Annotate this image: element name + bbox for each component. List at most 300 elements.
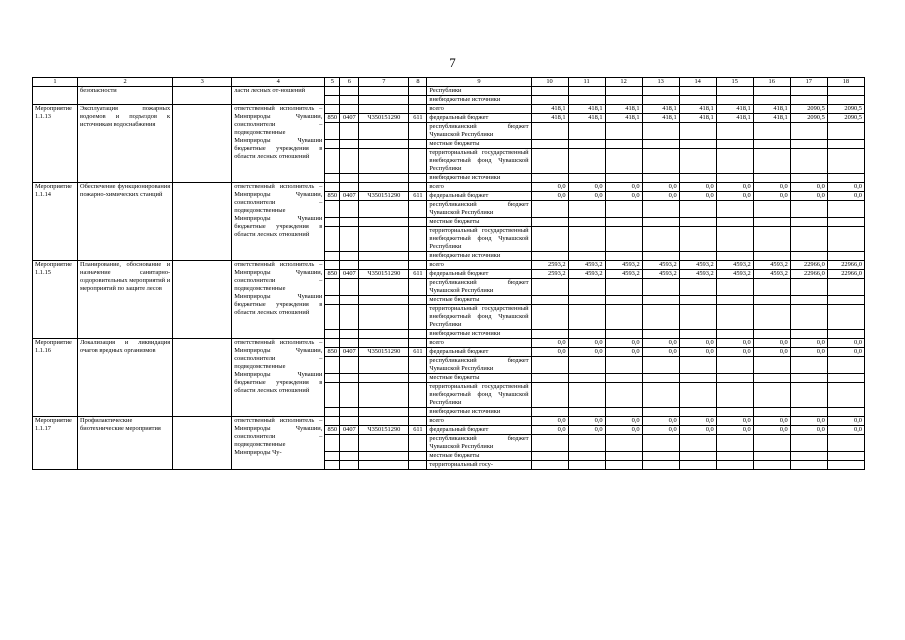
value-cell: 418,1 (716, 114, 753, 123)
value-cell: 2593,2 (531, 261, 568, 270)
code-cell (359, 279, 409, 296)
value-cell (568, 461, 605, 470)
code-cell (359, 218, 409, 227)
value-cell (716, 149, 753, 174)
value-cell (568, 140, 605, 149)
value-cell (642, 218, 679, 227)
value-cell: 0,0 (716, 426, 753, 435)
value-cell (642, 305, 679, 330)
value-cell: 0,0 (753, 339, 790, 348)
goal-cell (173, 339, 232, 417)
code-cell (409, 374, 427, 383)
value-cell: 0,0 (753, 183, 790, 192)
value-cell: 418,1 (568, 105, 605, 114)
source-label: территориальный госу- (427, 461, 531, 470)
value-cell: 0,0 (679, 192, 716, 201)
value-cell: 0,0 (568, 339, 605, 348)
code-cell (325, 140, 340, 149)
header-cell: 18 (827, 78, 864, 87)
value-cell: 0,0 (605, 426, 642, 435)
value-cell (531, 252, 568, 261)
value-cell: 2090,5 (790, 105, 827, 114)
value-cell (679, 357, 716, 374)
value-cell (679, 96, 716, 105)
code-cell (325, 435, 340, 452)
code-cell (359, 252, 409, 261)
value-cell: 4593,2 (716, 270, 753, 279)
code-cell (359, 383, 409, 408)
value-cell: 4593,2 (679, 270, 716, 279)
value-cell: 0,0 (605, 183, 642, 192)
source-label: местные бюджеты (427, 374, 531, 383)
value-cell (642, 461, 679, 470)
code-cell (359, 461, 409, 470)
value-cell (642, 201, 679, 218)
value-cell (790, 383, 827, 408)
responsible-cell: ответственный исполнитель – Минприроды Чувашии, соисполнители – подведомственные Минприроды Чувашии бюджетные учреждения в области лесных отношений (232, 105, 325, 183)
value-cell (642, 174, 679, 183)
code-cell (409, 183, 427, 192)
value-cell (827, 201, 864, 218)
value-cell (790, 330, 827, 339)
value-cell (568, 201, 605, 218)
value-cell (753, 374, 790, 383)
value-cell: 22966,0 (790, 261, 827, 270)
value-cell (827, 140, 864, 149)
code-cell (325, 339, 340, 348)
value-cell (790, 174, 827, 183)
header-cell: 16 (753, 78, 790, 87)
value-cell (827, 374, 864, 383)
source-label: федеральный бюджет (427, 348, 531, 357)
value-cell: 0,0 (827, 339, 864, 348)
value-cell (531, 408, 568, 417)
value-cell (642, 383, 679, 408)
value-cell (827, 383, 864, 408)
value-cell (679, 374, 716, 383)
value-cell (568, 123, 605, 140)
value-cell: 0,0 (790, 426, 827, 435)
code-cell (325, 452, 340, 461)
code-cell (325, 374, 340, 383)
code-cell (409, 261, 427, 270)
value-cell (679, 408, 716, 417)
value-cell: 0,0 (568, 192, 605, 201)
table-row (33, 87, 865, 96)
value-cell (605, 149, 642, 174)
value-cell (827, 174, 864, 183)
header-cell: 5 (325, 78, 340, 87)
code-cell (409, 87, 427, 96)
header-cell: 8 (409, 78, 427, 87)
value-cell (716, 252, 753, 261)
value-cell: 0,0 (827, 426, 864, 435)
measure-cell: Мероприятие 1.1.14 (33, 183, 78, 261)
source-label: внебюджетные источники (427, 174, 531, 183)
value-cell: 0,0 (679, 183, 716, 192)
value-cell: 0,0 (790, 183, 827, 192)
code-cell (325, 357, 340, 374)
code-cell (359, 201, 409, 218)
code-cell (359, 408, 409, 417)
value-cell (753, 123, 790, 140)
value-cell: 2090,5 (827, 114, 864, 123)
source-label: территориальный государственный внебюджетный фонд Чувашской Республики (427, 227, 531, 252)
value-cell (568, 96, 605, 105)
value-cell (827, 227, 864, 252)
value-cell (605, 279, 642, 296)
header-cell: 10 (531, 78, 568, 87)
value-cell (568, 174, 605, 183)
value-cell (531, 218, 568, 227)
code-cell (325, 87, 340, 96)
code-cell (340, 123, 359, 140)
value-cell (568, 149, 605, 174)
value-cell (568, 252, 605, 261)
code-cell (359, 417, 409, 426)
code-cell (340, 174, 359, 183)
budget-code-grbs: 850 (325, 192, 340, 201)
source-label: местные бюджеты (427, 296, 531, 305)
value-cell (605, 140, 642, 149)
value-cell (790, 374, 827, 383)
code-cell (340, 305, 359, 330)
value-cell (716, 279, 753, 296)
value-cell (790, 296, 827, 305)
source-label: местные бюджеты (427, 140, 531, 149)
value-cell (568, 408, 605, 417)
value-cell: 0,0 (716, 348, 753, 357)
value-cell (568, 279, 605, 296)
value-cell: 4593,2 (642, 270, 679, 279)
value-cell: 0,0 (753, 417, 790, 426)
value-cell: 0,0 (827, 183, 864, 192)
code-cell (340, 218, 359, 227)
table-row (33, 183, 865, 192)
value-cell: 0,0 (568, 183, 605, 192)
value-cell (531, 87, 568, 96)
value-cell (679, 218, 716, 227)
value-cell (531, 374, 568, 383)
code-cell (409, 149, 427, 174)
value-cell (827, 149, 864, 174)
value-cell (827, 87, 864, 96)
value-cell (716, 461, 753, 470)
value-cell (642, 357, 679, 374)
code-cell (340, 87, 359, 96)
budget-code-section: 0407 (340, 114, 359, 123)
value-cell (827, 357, 864, 374)
value-cell (716, 296, 753, 305)
value-cell: 22966,0 (827, 261, 864, 270)
value-cell: 418,1 (679, 105, 716, 114)
code-cell (340, 383, 359, 408)
value-cell (679, 123, 716, 140)
value-cell: 0,0 (531, 417, 568, 426)
value-cell: 418,1 (531, 114, 568, 123)
code-cell (359, 174, 409, 183)
value-cell (605, 305, 642, 330)
value-cell: 0,0 (716, 339, 753, 348)
value-cell (568, 296, 605, 305)
value-cell (605, 330, 642, 339)
value-cell (605, 296, 642, 305)
value-cell (753, 218, 790, 227)
value-cell (827, 252, 864, 261)
code-cell (359, 261, 409, 270)
value-cell (531, 296, 568, 305)
value-cell (679, 252, 716, 261)
code-cell (409, 201, 427, 218)
value-cell (679, 435, 716, 452)
budget-code-type: 611 (409, 270, 427, 279)
value-cell: 0,0 (753, 192, 790, 201)
value-cell (827, 305, 864, 330)
value-cell (605, 383, 642, 408)
code-cell (359, 105, 409, 114)
value-cell (753, 149, 790, 174)
responsible-cell: ответственный исполнитель – Минприроды Чувашии, соисполнители – подведомственные Минприроды Чувашии бюджетные учреждения в области лесных отношений (232, 339, 325, 417)
value-cell: 0,0 (679, 348, 716, 357)
code-cell (409, 140, 427, 149)
value-cell: 0,0 (568, 348, 605, 357)
source-label: территориальный государственный внебюджетный фонд Чувашской Республики (427, 149, 531, 174)
value-cell: 0,0 (605, 192, 642, 201)
value-cell (753, 461, 790, 470)
budget-code-type: 611 (409, 348, 427, 357)
value-cell (716, 330, 753, 339)
value-cell: 418,1 (642, 105, 679, 114)
code-cell (340, 140, 359, 149)
source-label: республиканский бюджет Чувашской Республики (427, 435, 531, 452)
value-cell: 0,0 (827, 348, 864, 357)
value-cell (716, 218, 753, 227)
budget-code-target: Ч350151290 (359, 270, 409, 279)
value-cell: 418,1 (642, 114, 679, 123)
value-cell: 4593,2 (605, 270, 642, 279)
value-cell (568, 330, 605, 339)
value-cell (605, 357, 642, 374)
value-cell (753, 174, 790, 183)
code-cell (325, 227, 340, 252)
goal-cell (173, 105, 232, 183)
value-cell: 4593,2 (642, 261, 679, 270)
value-cell: 0,0 (716, 417, 753, 426)
responsible-cell: ответственный исполнитель – Минприроды Чувашии, соисполнители – подведомственные Минприроды Чу- (232, 417, 325, 470)
value-cell: 0,0 (531, 192, 568, 201)
header-cell: 17 (790, 78, 827, 87)
value-cell (605, 452, 642, 461)
source-label: внебюджетные источники (427, 252, 531, 261)
value-cell (753, 435, 790, 452)
code-cell (340, 183, 359, 192)
value-cell (753, 383, 790, 408)
value-cell: 0,0 (753, 348, 790, 357)
code-cell (409, 96, 427, 105)
value-cell: 0,0 (568, 426, 605, 435)
code-cell (325, 149, 340, 174)
value-cell (642, 330, 679, 339)
value-cell (790, 149, 827, 174)
code-cell (340, 261, 359, 270)
source-label: федеральный бюджет (427, 426, 531, 435)
value-cell: 4593,2 (568, 270, 605, 279)
value-cell (568, 87, 605, 96)
value-cell (790, 218, 827, 227)
responsible-cell: ответственный исполнитель – Минприроды Чувашии, соисполнители – подведомственные Минприроды Чувашии бюджетные учреждения в области лесных отношений (232, 261, 325, 339)
code-cell (325, 96, 340, 105)
budget-code-grbs: 850 (325, 270, 340, 279)
code-cell (340, 452, 359, 461)
value-cell (679, 87, 716, 96)
value-cell: 0,0 (531, 339, 568, 348)
budget-code-grbs: 850 (325, 114, 340, 123)
value-cell (827, 452, 864, 461)
source-label: внебюджетные источники (427, 330, 531, 339)
measure-name: Локализация и ликвидация очагов вредных организмов (78, 339, 173, 417)
value-cell (827, 461, 864, 470)
code-cell (340, 435, 359, 452)
code-cell (359, 374, 409, 383)
value-cell: 4593,2 (605, 261, 642, 270)
code-cell (325, 183, 340, 192)
code-cell (340, 252, 359, 261)
value-cell: 0,0 (642, 348, 679, 357)
code-cell (325, 279, 340, 296)
value-cell (531, 435, 568, 452)
code-cell (325, 105, 340, 114)
value-cell (790, 201, 827, 218)
value-cell (679, 149, 716, 174)
source-label: федеральный бюджет (427, 192, 531, 201)
value-cell: 0,0 (642, 417, 679, 426)
budget-code-section: 0407 (340, 426, 359, 435)
value-cell: 0,0 (642, 426, 679, 435)
value-cell (642, 435, 679, 452)
code-cell (359, 305, 409, 330)
code-cell (409, 296, 427, 305)
code-cell (409, 383, 427, 408)
value-cell (753, 357, 790, 374)
code-cell (359, 435, 409, 452)
code-cell (340, 374, 359, 383)
code-cell (359, 227, 409, 252)
code-cell (340, 279, 359, 296)
value-cell (679, 174, 716, 183)
value-cell (642, 408, 679, 417)
value-cell (790, 452, 827, 461)
measure-cell: Мероприятие 1.1.13 (33, 105, 78, 183)
header-cell: 7 (359, 78, 409, 87)
value-cell (716, 87, 753, 96)
value-cell (827, 296, 864, 305)
code-cell (359, 96, 409, 105)
measure-name: безопасности (78, 87, 173, 105)
code-cell (340, 296, 359, 305)
value-cell: 2090,5 (827, 105, 864, 114)
value-cell: 418,1 (679, 114, 716, 123)
table-row (33, 105, 865, 114)
code-cell (409, 435, 427, 452)
responsible-cell: ответственный исполнитель – Минприроды Чувашии, соисполнители – подведомственные Минприроды Чувашии бюджетные учреждения в области лесных отношений (232, 183, 325, 261)
code-cell (409, 452, 427, 461)
header-cell: 3 (173, 78, 232, 87)
value-cell (753, 87, 790, 96)
value-cell (531, 383, 568, 408)
code-cell (409, 461, 427, 470)
value-cell: 0,0 (679, 339, 716, 348)
value-cell (568, 452, 605, 461)
header-row (33, 78, 865, 87)
value-cell (531, 357, 568, 374)
budget-code-section: 0407 (340, 348, 359, 357)
value-cell (716, 374, 753, 383)
value-cell (642, 149, 679, 174)
source-label: территориальный государственный внебюджетный фонд Чувашской Республики (427, 305, 531, 330)
value-cell (716, 357, 753, 374)
code-cell (359, 123, 409, 140)
value-cell: 418,1 (568, 114, 605, 123)
code-cell (325, 461, 340, 470)
budget-code-section: 0407 (340, 270, 359, 279)
source-label: республиканский бюджет Чувашской Республики (427, 279, 531, 296)
value-cell (790, 357, 827, 374)
code-cell (325, 261, 340, 270)
code-cell (340, 149, 359, 174)
measure-cell: Мероприятие 1.1.16 (33, 339, 78, 417)
code-cell (409, 357, 427, 374)
value-cell (790, 96, 827, 105)
value-cell (679, 305, 716, 330)
measure-cell: Мероприятие 1.1.15 (33, 261, 78, 339)
value-cell (531, 227, 568, 252)
value-cell (531, 305, 568, 330)
code-cell (409, 252, 427, 261)
measure-cell: Мероприятие 1.1.17 (33, 417, 78, 470)
value-cell (716, 305, 753, 330)
source-label: всего (427, 339, 531, 348)
value-cell: 0,0 (753, 426, 790, 435)
value-cell (753, 279, 790, 296)
budget-table (32, 77, 865, 470)
value-cell: 2090,5 (790, 114, 827, 123)
value-cell: 4593,2 (716, 261, 753, 270)
value-cell: 418,1 (716, 105, 753, 114)
code-cell (340, 339, 359, 348)
value-cell: 418,1 (605, 105, 642, 114)
code-cell (409, 339, 427, 348)
code-cell (325, 383, 340, 408)
value-cell (827, 330, 864, 339)
code-cell (325, 408, 340, 417)
value-cell (753, 201, 790, 218)
value-cell: 0,0 (827, 192, 864, 201)
code-cell (340, 408, 359, 417)
value-cell (679, 140, 716, 149)
code-cell (340, 201, 359, 218)
value-cell (753, 408, 790, 417)
budget-code-target: Ч350151290 (359, 192, 409, 201)
value-cell: 4593,2 (753, 261, 790, 270)
value-cell (716, 174, 753, 183)
table-row (33, 261, 865, 270)
value-cell: 0,0 (790, 417, 827, 426)
code-cell (359, 339, 409, 348)
header-cell: 13 (642, 78, 679, 87)
measure-name: Профилактические биотехнические мероприятия (78, 417, 173, 470)
value-cell: 418,1 (605, 114, 642, 123)
budget-code-section: 0407 (340, 192, 359, 201)
